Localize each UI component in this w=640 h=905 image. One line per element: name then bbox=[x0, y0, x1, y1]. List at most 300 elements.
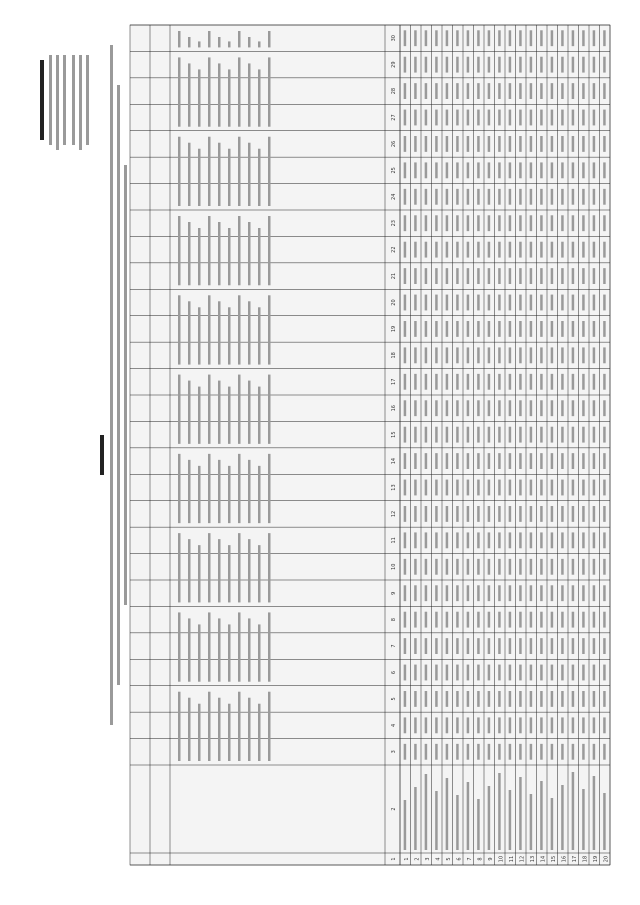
header-text-placeholder bbox=[188, 37, 191, 47]
value-cell-placeholder bbox=[509, 321, 512, 337]
header-text-placeholder bbox=[248, 460, 251, 523]
value-cell-placeholder bbox=[530, 110, 533, 126]
value-cell-placeholder bbox=[467, 717, 470, 733]
column-index-label: 11 bbox=[391, 537, 397, 544]
value-cell-placeholder bbox=[498, 136, 501, 152]
value-cell-placeholder bbox=[477, 585, 480, 601]
value-cell-placeholder bbox=[593, 189, 596, 205]
value-cell-placeholder bbox=[456, 744, 459, 760]
value-cell-placeholder bbox=[477, 506, 480, 522]
column-index-label: 25 bbox=[391, 167, 397, 174]
header-text-placeholder bbox=[208, 295, 211, 364]
value-cell-placeholder bbox=[561, 559, 564, 575]
value-cell-placeholder bbox=[446, 83, 449, 99]
value-cell-placeholder bbox=[488, 374, 491, 390]
value-cell-placeholder bbox=[561, 57, 564, 73]
value-cell-placeholder bbox=[572, 162, 575, 178]
header-text-placeholder bbox=[248, 63, 251, 126]
value-cell-placeholder bbox=[435, 242, 438, 258]
value-cell-placeholder bbox=[603, 136, 606, 152]
value-cell-placeholder bbox=[551, 532, 554, 548]
value-cell-placeholder bbox=[603, 30, 606, 46]
value-cell-placeholder bbox=[572, 506, 575, 522]
value-cell-placeholder bbox=[530, 506, 533, 522]
value-cell-placeholder bbox=[404, 744, 407, 760]
value-cell-placeholder bbox=[446, 691, 449, 707]
value-cell-placeholder bbox=[488, 480, 491, 496]
header-text-placeholder bbox=[248, 618, 251, 681]
header-text-placeholder bbox=[218, 222, 221, 285]
value-cell-placeholder bbox=[477, 268, 480, 284]
value-cell-placeholder bbox=[435, 691, 438, 707]
value-cell-placeholder bbox=[446, 744, 449, 760]
value-cell-placeholder bbox=[414, 506, 417, 522]
value-cell-placeholder bbox=[530, 427, 533, 443]
row-number: 15 bbox=[550, 855, 557, 863]
value-cell-placeholder bbox=[540, 612, 543, 628]
stamp-line-1 bbox=[40, 60, 44, 140]
column-index-label: 5 bbox=[391, 697, 397, 701]
title-line bbox=[100, 435, 104, 475]
value-cell-placeholder bbox=[509, 506, 512, 522]
value-cell-placeholder bbox=[467, 480, 470, 496]
value-cell-placeholder bbox=[561, 162, 564, 178]
value-cell-placeholder bbox=[477, 638, 480, 654]
value-cell-placeholder bbox=[551, 480, 554, 496]
value-cell-placeholder bbox=[582, 268, 585, 284]
value-cell-placeholder bbox=[425, 268, 428, 284]
value-cell-placeholder bbox=[530, 744, 533, 760]
value-cell-placeholder bbox=[561, 453, 564, 469]
value-cell-placeholder bbox=[404, 242, 407, 258]
value-cell-placeholder bbox=[446, 242, 449, 258]
header-text-placeholder bbox=[228, 704, 231, 761]
value-cell-placeholder bbox=[603, 506, 606, 522]
value-cell-placeholder bbox=[509, 57, 512, 73]
value-cell-placeholder bbox=[519, 321, 522, 337]
value-cell-placeholder bbox=[404, 374, 407, 390]
value-cell-placeholder bbox=[456, 374, 459, 390]
value-cell-placeholder bbox=[414, 242, 417, 258]
value-cell-placeholder bbox=[530, 374, 533, 390]
header-text-placeholder bbox=[228, 624, 231, 681]
value-cell-placeholder bbox=[593, 585, 596, 601]
value-cell-placeholder bbox=[456, 585, 459, 601]
row-number: 1 bbox=[403, 857, 410, 861]
value-cell-placeholder bbox=[446, 559, 449, 575]
value-cell-placeholder bbox=[404, 136, 407, 152]
value-cell-placeholder bbox=[509, 215, 512, 231]
value-cell-placeholder bbox=[425, 189, 428, 205]
header-text-placeholder bbox=[248, 539, 251, 602]
header-text-placeholder bbox=[188, 539, 191, 602]
value-cell-placeholder bbox=[477, 110, 480, 126]
value-cell-placeholder bbox=[488, 295, 491, 311]
value-cell-placeholder bbox=[572, 30, 575, 46]
value-cell-placeholder bbox=[467, 638, 470, 654]
header-text-placeholder bbox=[208, 137, 211, 206]
header-text-placeholder bbox=[188, 460, 191, 523]
value-cell-placeholder bbox=[540, 374, 543, 390]
value-cell-placeholder bbox=[404, 717, 407, 733]
value-cell-placeholder bbox=[582, 559, 585, 575]
column-index-label: 13 bbox=[391, 484, 397, 491]
column-index-label: 20 bbox=[391, 299, 397, 306]
value-cell-placeholder bbox=[498, 268, 501, 284]
value-cell-placeholder bbox=[593, 374, 596, 390]
column-index-label: 7 bbox=[391, 644, 397, 648]
value-cell-placeholder bbox=[540, 585, 543, 601]
value-cell-placeholder bbox=[467, 400, 470, 416]
header-text-placeholder bbox=[248, 222, 251, 285]
subtitle-line-3 bbox=[124, 165, 127, 605]
value-cell-placeholder bbox=[488, 242, 491, 258]
value-cell-placeholder bbox=[551, 638, 554, 654]
value-cell-placeholder bbox=[561, 83, 564, 99]
value-cell-placeholder bbox=[456, 612, 459, 628]
value-cell-placeholder bbox=[603, 321, 606, 337]
value-cell-placeholder bbox=[582, 612, 585, 628]
value-cell-placeholder bbox=[456, 215, 459, 231]
value-cell-placeholder bbox=[456, 295, 459, 311]
value-cell-placeholder bbox=[582, 506, 585, 522]
header-text-placeholder bbox=[238, 533, 241, 602]
value-cell-placeholder bbox=[509, 30, 512, 46]
header-text-placeholder bbox=[238, 295, 241, 364]
value-cell-placeholder bbox=[551, 321, 554, 337]
value-cell-placeholder bbox=[467, 612, 470, 628]
value-cell-placeholder bbox=[540, 665, 543, 681]
value-cell-placeholder bbox=[425, 691, 428, 707]
value-cell-placeholder bbox=[551, 242, 554, 258]
value-cell-placeholder bbox=[540, 427, 543, 443]
value-cell-placeholder bbox=[467, 585, 470, 601]
value-cell-placeholder bbox=[488, 110, 491, 126]
value-cell-placeholder bbox=[435, 83, 438, 99]
header-text-placeholder bbox=[258, 307, 261, 364]
value-cell-placeholder bbox=[435, 665, 438, 681]
value-cell-placeholder bbox=[509, 268, 512, 284]
value-cell-placeholder bbox=[404, 83, 407, 99]
value-cell-placeholder bbox=[603, 665, 606, 681]
value-cell-placeholder bbox=[498, 559, 501, 575]
value-cell-placeholder bbox=[593, 215, 596, 231]
municipality-name-placeholder bbox=[467, 782, 470, 850]
value-cell-placeholder bbox=[603, 374, 606, 390]
value-cell-placeholder bbox=[603, 559, 606, 575]
value-cell-placeholder bbox=[425, 400, 428, 416]
header-text-placeholder bbox=[178, 454, 181, 523]
row-number: 2 bbox=[414, 857, 421, 861]
value-cell-placeholder bbox=[404, 162, 407, 178]
value-cell-placeholder bbox=[572, 480, 575, 496]
value-cell-placeholder bbox=[540, 744, 543, 760]
value-cell-placeholder bbox=[435, 136, 438, 152]
value-cell-placeholder bbox=[561, 400, 564, 416]
municipality-name-placeholder bbox=[414, 787, 417, 850]
header-text-placeholder bbox=[268, 454, 271, 523]
value-cell-placeholder bbox=[572, 638, 575, 654]
value-cell-placeholder bbox=[540, 189, 543, 205]
value-cell-placeholder bbox=[572, 559, 575, 575]
municipality-name-placeholder bbox=[477, 799, 480, 850]
value-cell-placeholder bbox=[530, 400, 533, 416]
value-cell-placeholder bbox=[582, 744, 585, 760]
header-text-placeholder bbox=[208, 216, 211, 285]
column-index-label: 4 bbox=[391, 723, 397, 727]
value-cell-placeholder bbox=[425, 242, 428, 258]
value-cell-placeholder bbox=[488, 400, 491, 416]
column-index-label: 6 bbox=[391, 670, 397, 675]
value-cell-placeholder bbox=[425, 638, 428, 654]
value-cell-placeholder bbox=[582, 189, 585, 205]
value-cell-placeholder bbox=[582, 30, 585, 46]
value-cell-placeholder bbox=[603, 215, 606, 231]
value-cell-placeholder bbox=[446, 347, 449, 363]
value-cell-placeholder bbox=[561, 427, 564, 443]
value-cell-placeholder bbox=[582, 215, 585, 231]
value-cell-placeholder bbox=[467, 268, 470, 284]
value-cell-placeholder bbox=[603, 295, 606, 311]
header-text-placeholder bbox=[178, 137, 181, 206]
value-cell-placeholder bbox=[467, 532, 470, 548]
value-cell-placeholder bbox=[498, 83, 501, 99]
value-cell-placeholder bbox=[467, 691, 470, 707]
value-cell-placeholder bbox=[551, 57, 554, 73]
value-cell-placeholder bbox=[414, 347, 417, 363]
header-text-placeholder bbox=[198, 149, 201, 206]
value-cell-placeholder bbox=[488, 215, 491, 231]
row-number: 19 bbox=[592, 855, 599, 863]
value-cell-placeholder bbox=[446, 189, 449, 205]
value-cell-placeholder bbox=[519, 453, 522, 469]
row-number: 7 bbox=[466, 857, 473, 861]
value-cell-placeholder bbox=[582, 57, 585, 73]
value-cell-placeholder bbox=[456, 532, 459, 548]
value-cell-placeholder bbox=[561, 638, 564, 654]
value-cell-placeholder bbox=[519, 83, 522, 99]
value-cell-placeholder bbox=[603, 744, 606, 760]
value-cell-placeholder bbox=[414, 295, 417, 311]
header-text-placeholder bbox=[218, 37, 221, 47]
value-cell-placeholder bbox=[425, 295, 428, 311]
header-text-placeholder bbox=[238, 137, 241, 206]
header-text-placeholder bbox=[248, 301, 251, 364]
column-index-label: 10 bbox=[391, 563, 397, 570]
header-text-placeholder bbox=[218, 381, 221, 444]
value-cell-placeholder bbox=[561, 585, 564, 601]
header-text-placeholder bbox=[228, 545, 231, 602]
header-text-placeholder bbox=[218, 460, 221, 523]
value-cell-placeholder bbox=[551, 83, 554, 99]
value-cell-placeholder bbox=[467, 83, 470, 99]
value-cell-placeholder bbox=[446, 215, 449, 231]
value-cell-placeholder bbox=[519, 400, 522, 416]
value-cell-placeholder bbox=[603, 83, 606, 99]
value-cell-placeholder bbox=[498, 215, 501, 231]
value-cell-placeholder bbox=[488, 453, 491, 469]
value-cell-placeholder bbox=[561, 612, 564, 628]
value-cell-placeholder bbox=[603, 480, 606, 496]
value-cell-placeholder bbox=[488, 744, 491, 760]
stamp-line-5 bbox=[72, 55, 75, 145]
value-cell-placeholder bbox=[540, 453, 543, 469]
header-text-placeholder bbox=[228, 307, 231, 364]
value-cell-placeholder bbox=[603, 400, 606, 416]
value-cell-placeholder bbox=[425, 321, 428, 337]
value-cell-placeholder bbox=[593, 612, 596, 628]
value-cell-placeholder bbox=[603, 585, 606, 601]
value-cell-placeholder bbox=[582, 585, 585, 601]
value-cell-placeholder bbox=[551, 559, 554, 575]
value-cell-placeholder bbox=[414, 268, 417, 284]
column-index-label: 30 bbox=[391, 35, 397, 42]
value-cell-placeholder bbox=[582, 427, 585, 443]
value-cell-placeholder bbox=[435, 57, 438, 73]
value-cell-placeholder bbox=[477, 480, 480, 496]
value-cell-placeholder bbox=[488, 532, 491, 548]
value-cell-placeholder bbox=[414, 400, 417, 416]
value-cell-placeholder bbox=[540, 242, 543, 258]
value-cell-placeholder bbox=[519, 427, 522, 443]
value-cell-placeholder bbox=[519, 691, 522, 707]
header-text-placeholder bbox=[238, 57, 241, 126]
value-cell-placeholder bbox=[498, 374, 501, 390]
value-cell-placeholder bbox=[456, 559, 459, 575]
value-cell-placeholder bbox=[572, 744, 575, 760]
value-cell-placeholder bbox=[414, 427, 417, 443]
value-cell-placeholder bbox=[488, 189, 491, 205]
value-cell-placeholder bbox=[425, 480, 428, 496]
value-cell-placeholder bbox=[425, 57, 428, 73]
value-cell-placeholder bbox=[551, 215, 554, 231]
municipality-name-placeholder bbox=[488, 786, 491, 850]
value-cell-placeholder bbox=[414, 612, 417, 628]
value-cell-placeholder bbox=[603, 612, 606, 628]
value-cell-placeholder bbox=[467, 215, 470, 231]
value-cell-placeholder bbox=[477, 612, 480, 628]
value-cell-placeholder bbox=[540, 321, 543, 337]
value-cell-placeholder bbox=[467, 374, 470, 390]
value-cell-placeholder bbox=[519, 506, 522, 522]
value-cell-placeholder bbox=[414, 717, 417, 733]
value-cell-placeholder bbox=[404, 321, 407, 337]
value-cell-placeholder bbox=[404, 57, 407, 73]
value-cell-placeholder bbox=[456, 400, 459, 416]
value-cell-placeholder bbox=[498, 110, 501, 126]
value-cell-placeholder bbox=[540, 480, 543, 496]
header-text-placeholder bbox=[258, 624, 261, 681]
value-cell-placeholder bbox=[540, 215, 543, 231]
value-cell-placeholder bbox=[519, 215, 522, 231]
value-cell-placeholder bbox=[593, 559, 596, 575]
value-cell-placeholder bbox=[456, 110, 459, 126]
header-text-placeholder bbox=[228, 228, 231, 285]
value-cell-placeholder bbox=[540, 638, 543, 654]
value-cell-placeholder bbox=[551, 30, 554, 46]
value-cell-placeholder bbox=[498, 347, 501, 363]
value-cell-placeholder bbox=[477, 136, 480, 152]
value-cell-placeholder bbox=[446, 162, 449, 178]
value-cell-placeholder bbox=[477, 453, 480, 469]
value-cell-placeholder bbox=[425, 717, 428, 733]
value-cell-placeholder bbox=[456, 57, 459, 73]
value-cell-placeholder bbox=[593, 110, 596, 126]
value-cell-placeholder bbox=[593, 506, 596, 522]
value-cell-placeholder bbox=[519, 295, 522, 311]
value-cell-placeholder bbox=[603, 532, 606, 548]
value-cell-placeholder bbox=[414, 136, 417, 152]
value-cell-placeholder bbox=[530, 242, 533, 258]
value-cell-placeholder bbox=[561, 136, 564, 152]
value-cell-placeholder bbox=[435, 532, 438, 548]
value-cell-placeholder bbox=[561, 321, 564, 337]
value-cell-placeholder bbox=[435, 506, 438, 522]
value-cell-placeholder bbox=[425, 612, 428, 628]
value-cell-placeholder bbox=[425, 744, 428, 760]
header-text-placeholder bbox=[248, 698, 251, 761]
value-cell-placeholder bbox=[509, 744, 512, 760]
value-cell-placeholder bbox=[582, 136, 585, 152]
value-cell-placeholder bbox=[414, 744, 417, 760]
value-cell-placeholder bbox=[572, 665, 575, 681]
value-cell-placeholder bbox=[456, 665, 459, 681]
value-cell-placeholder bbox=[551, 295, 554, 311]
value-cell-placeholder bbox=[488, 83, 491, 99]
value-cell-placeholder bbox=[561, 717, 564, 733]
value-cell-placeholder bbox=[551, 717, 554, 733]
value-cell-placeholder bbox=[572, 268, 575, 284]
value-cell-placeholder bbox=[582, 480, 585, 496]
value-cell-placeholder bbox=[582, 347, 585, 363]
header-text-placeholder bbox=[258, 228, 261, 285]
value-cell-placeholder bbox=[425, 585, 428, 601]
header-text-placeholder bbox=[188, 618, 191, 681]
header-text-placeholder bbox=[268, 375, 271, 444]
header-text-placeholder bbox=[228, 149, 231, 206]
header-text-placeholder bbox=[258, 41, 261, 47]
value-cell-placeholder bbox=[414, 321, 417, 337]
value-cell-placeholder bbox=[435, 110, 438, 126]
value-cell-placeholder bbox=[404, 506, 407, 522]
value-cell-placeholder bbox=[551, 189, 554, 205]
value-cell-placeholder bbox=[414, 30, 417, 46]
value-cell-placeholder bbox=[519, 480, 522, 496]
value-cell-placeholder bbox=[467, 453, 470, 469]
value-cell-placeholder bbox=[582, 321, 585, 337]
value-cell-placeholder bbox=[456, 480, 459, 496]
value-cell-placeholder bbox=[467, 295, 470, 311]
municipality-name-placeholder bbox=[425, 774, 428, 850]
value-cell-placeholder bbox=[477, 532, 480, 548]
value-cell-placeholder bbox=[509, 242, 512, 258]
value-cell-placeholder bbox=[435, 717, 438, 733]
value-cell-placeholder bbox=[593, 242, 596, 258]
value-cell-placeholder bbox=[540, 532, 543, 548]
header-text-placeholder bbox=[268, 216, 271, 285]
value-cell-placeholder bbox=[582, 665, 585, 681]
value-cell-placeholder bbox=[551, 612, 554, 628]
value-cell-placeholder bbox=[425, 532, 428, 548]
value-cell-placeholder bbox=[498, 427, 501, 443]
value-cell-placeholder bbox=[551, 268, 554, 284]
value-cell-placeholder bbox=[446, 453, 449, 469]
value-cell-placeholder bbox=[456, 83, 459, 99]
value-cell-placeholder bbox=[425, 559, 428, 575]
value-cell-placeholder bbox=[603, 110, 606, 126]
value-cell-placeholder bbox=[498, 30, 501, 46]
value-cell-placeholder bbox=[540, 347, 543, 363]
